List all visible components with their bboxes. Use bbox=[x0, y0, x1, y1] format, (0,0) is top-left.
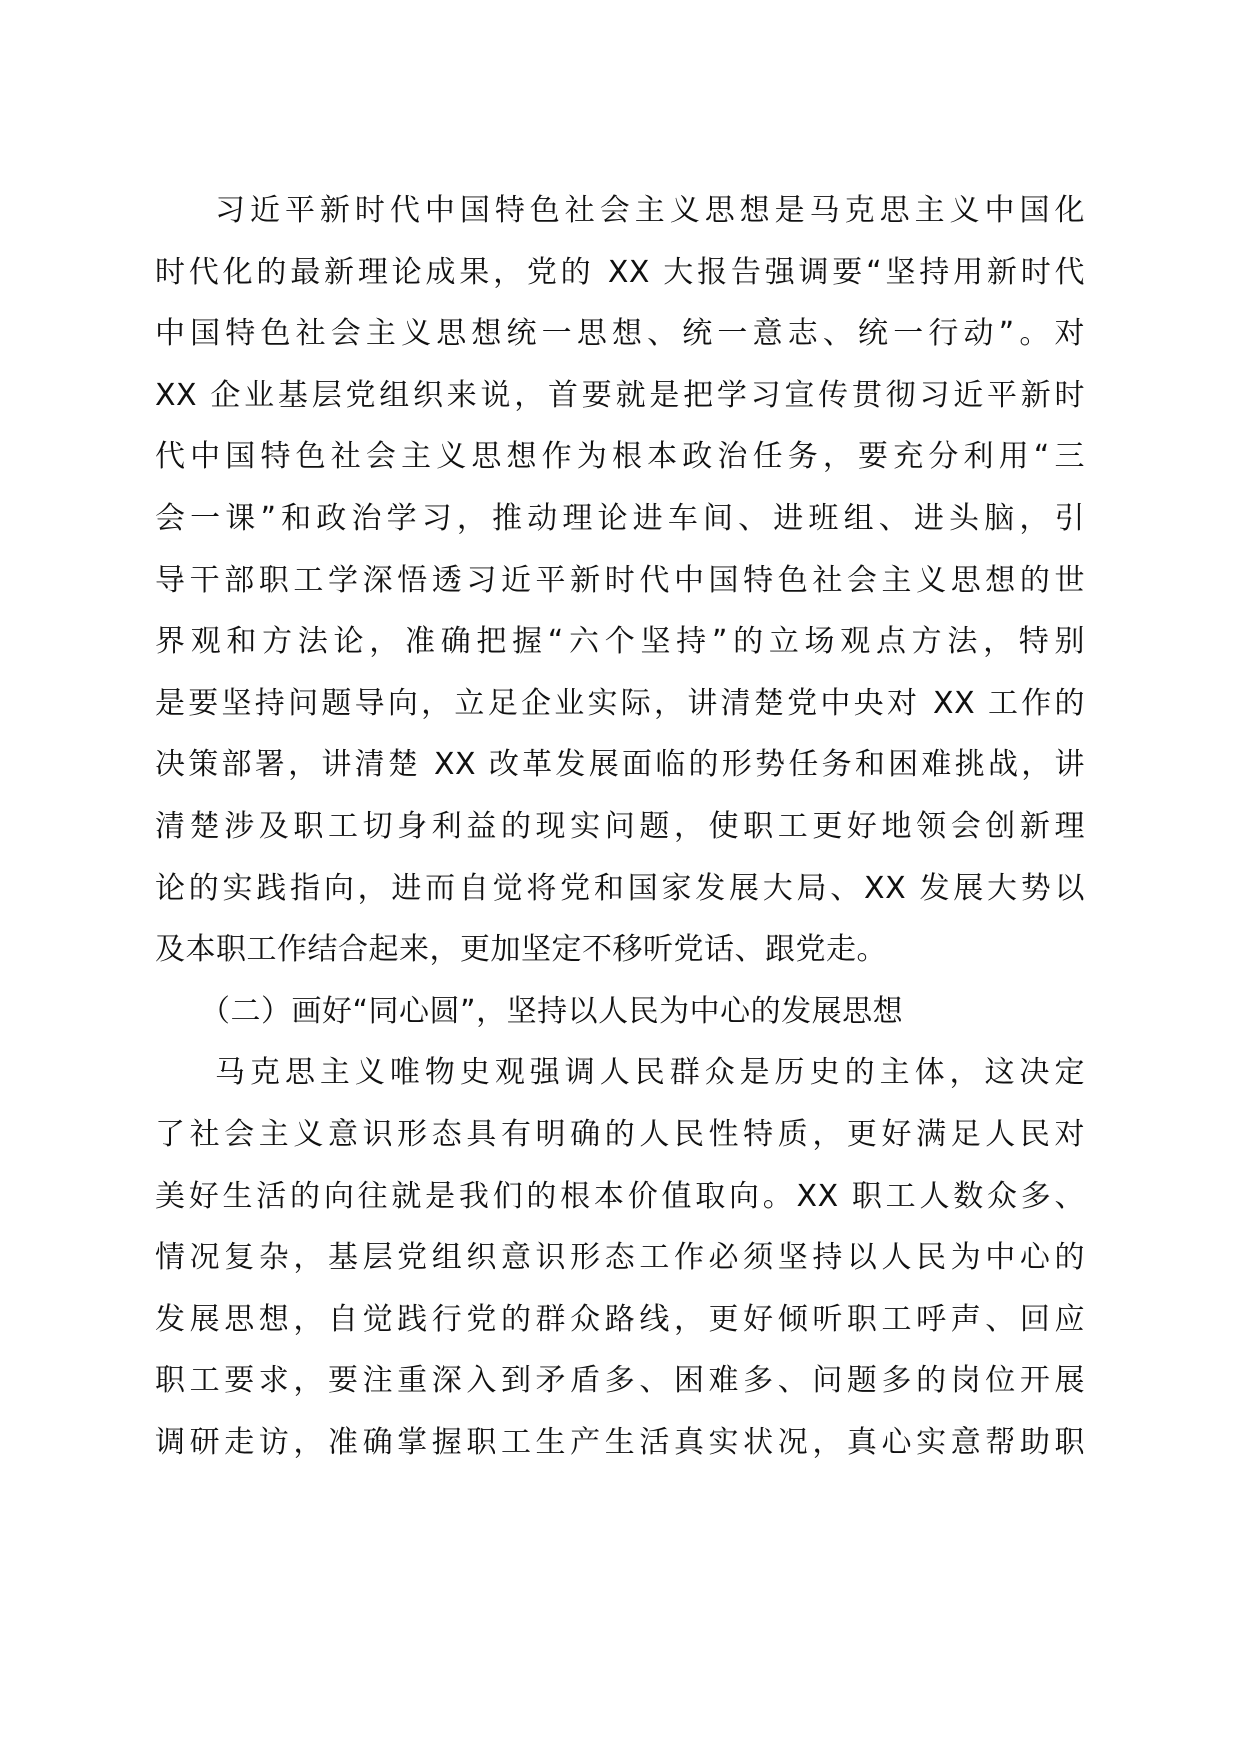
paragraph-line: 职工要求，要注重深入到矛盾多、困难多、问题多的岗位开展 bbox=[155, 1363, 1085, 1399]
paragraph-line: 习近平新时代中国特色社会主义思想是马克思主义中国化 bbox=[215, 193, 1085, 228]
paragraph-line: 代中国特色社会主义思想作为根本政治任务，要充分利用“三 bbox=[155, 439, 1085, 475]
paragraph-line: 论的实践指向，进而自觉将党和国家发展大局、XX 发展大势以 bbox=[155, 870, 1085, 906]
paragraph-line: 及本职工作结合起来，更加坚定不移听党话、跟党走。 bbox=[155, 932, 887, 968]
paragraph-line: 美好生活的向往就是我们的根本价值取向。XX 职工人数众多、 bbox=[155, 1178, 1085, 1214]
paragraph-line: 发展思想，自觉践行党的群众路线，更好倾听职工呼声、回应 bbox=[155, 1301, 1085, 1337]
paragraph-line: 了社会主义意识形态具有明确的人民性特质，更好满足人民对 bbox=[155, 1116, 1085, 1152]
paragraph-line: 决策部署，讲清楚 XX 改革发展面临的形势任务和困难挑战，讲 bbox=[155, 747, 1085, 783]
paragraph-line: 情况复杂，基层党组织意识形态工作必须坚持以人民为中心的 bbox=[155, 1240, 1085, 1276]
section-heading bbox=[155, 981, 1085, 1043]
paragraph-2 bbox=[155, 1042, 1085, 1473]
paragraph-line: 会一课”和政治学习，推动理论进车间、进班组、进头脑，引 bbox=[155, 500, 1085, 536]
paragraph-line: 调研走访，准确掌握职工生产生活真实状况，真心实意帮助职 bbox=[155, 1424, 1085, 1460]
paragraph-1 bbox=[155, 180, 1085, 981]
paragraph-line: 导干部职工学深悟透习近平新时代中国特色社会主义思想的世 bbox=[155, 562, 1085, 598]
paragraph-line: 马克思主义唯物史观强调人民群众是历史的主体，这决定 bbox=[215, 1055, 1085, 1091]
paragraph-line: 是要坚持问题导向，立足企业实际，讲清楚党中央对 XX 工作的 bbox=[155, 685, 1085, 721]
section-heading-line: （二）画好“同心圆”，坚持以人民为中心的发展思想 bbox=[200, 993, 904, 1029]
paragraph-line: 清楚涉及职工切身利益的现实问题，使职工更好地领会创新理 bbox=[155, 808, 1085, 844]
paragraph-line: 时代化的最新理论成果，党的 XX 大报告强调要“坚持用新时代 bbox=[155, 254, 1085, 290]
document-body bbox=[155, 180, 1085, 1473]
paragraph-line: 中国特色社会主义思想统一思想、统一意志、统一行动”。对 bbox=[155, 316, 1085, 352]
paragraph-line: 界观和方法论，准确把握“六个坚持”的立场观点方法，特别 bbox=[155, 624, 1085, 660]
paragraph-line: XX 企业基层党组织来说，首要就是把学习宣传贯彻习近平新时 bbox=[155, 377, 1085, 413]
